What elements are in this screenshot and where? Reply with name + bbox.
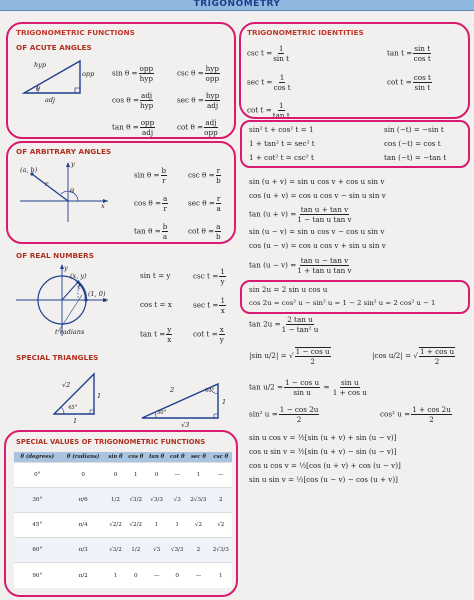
t-radians-label: t radians xyxy=(55,328,85,336)
t2-base-label: √3 xyxy=(181,421,190,429)
arb-csc: csc θ = $\frac{r}{b}$ xyxy=(188,166,221,186)
real-tan: tan t = $\frac{y}{x}$ xyxy=(140,325,172,345)
prod-1: sin u cos v = ½[sin (u + v) + sin (u − v)] xyxy=(249,433,397,442)
add-1: sin (u + v) = sin u cos v + cos u sin v xyxy=(249,177,385,186)
id-cot: cot t = $\frac{1}{\text{tan t}}$ xyxy=(247,101,290,121)
pyth-3: 1 + cot² t = csc² t xyxy=(249,153,314,162)
table-cell: 2√3/3 xyxy=(210,538,232,563)
table-header: θ (radians) xyxy=(61,452,106,463)
dbl-2: cos 2u = cos² u − sin² u = 1 − 2 sin² u = 2 cos² u − 1 xyxy=(249,299,436,307)
add-4: sin (u − v) = sin u cos v − cos u sin v xyxy=(249,227,385,236)
identities-header: TRIGONOMETRIC IDENTITIES xyxy=(247,28,364,37)
prod-3: cos u cos v = ½[cos (u + v) + cos (u − v)] xyxy=(249,461,401,470)
table-cell: √3/2 xyxy=(125,488,146,513)
table-cell: 0 xyxy=(167,563,187,588)
table-cell: √3/3 xyxy=(167,538,187,563)
y-axis-label-2: y xyxy=(64,264,68,272)
table-cell: 60° xyxy=(14,538,61,563)
highlight-arbitrary xyxy=(6,141,236,244)
point-ab-label: (a, b) xyxy=(20,166,38,174)
neg-2: cos (−t) = cos t xyxy=(384,139,441,148)
table-cell: π/6 xyxy=(61,488,106,513)
trig-functions-header: TRIGONOMETRIC FUNCTIONS xyxy=(16,28,135,37)
acute-cot: cot θ = adj opp xyxy=(177,118,218,138)
real-cot: cot t = $\frac{x}{y}$ xyxy=(193,325,224,345)
arb-sin: sin θ = $\frac{b}{r}$ xyxy=(134,166,167,186)
table-cell: π/3 xyxy=(61,538,106,563)
pyth-2: 1 + tan² t = sec² t xyxy=(249,139,315,148)
point-10-label: (1, 0) xyxy=(88,290,106,298)
t1-side-label: 1 xyxy=(97,392,102,400)
table-cell: √3/3 xyxy=(146,488,167,513)
id-tan: tan t = $\frac{\text{sin t}}{\text{cos t}}$ xyxy=(387,44,431,64)
r-label: r xyxy=(45,180,49,188)
sq-2: cos² u = $\frac{1 + \cos 2u}{2}$ xyxy=(380,405,451,425)
real-header: OF REAL NUMBERS xyxy=(16,251,94,260)
highlight-double-angle xyxy=(240,280,470,314)
adj-label: adj xyxy=(45,96,56,104)
table-header: cot θ xyxy=(167,452,187,463)
t2-hyp-label: 2 xyxy=(170,386,175,394)
special-triangles-header: SPECIAL TRIANGLES xyxy=(16,353,99,362)
acute-tan: tan θ = opp adj xyxy=(112,118,155,138)
x-axis-label-2: x xyxy=(103,296,107,304)
table-cell: 0 xyxy=(106,463,126,488)
table-cell: — xyxy=(210,463,232,488)
special-values-header: SPECIAL VALUES OF TRIGONOMETRIC FUNCTIONS xyxy=(16,438,206,446)
table-cell: 1 xyxy=(146,513,167,538)
prod-4: sin u sin v = ½[cos (u − v) − cos (u + v)] xyxy=(249,475,398,484)
theta-label-2: θ xyxy=(70,187,74,195)
t1-angle-label: 45° xyxy=(68,405,78,411)
table-header: θ (degrees) xyxy=(14,452,61,463)
pyth-1: sin² t + cos² t = 1 xyxy=(249,125,314,134)
real-csc: csc t = $\frac{1}{y}$ xyxy=(193,267,225,287)
table-cell: 1 xyxy=(167,513,187,538)
table-cell: 0 xyxy=(125,563,146,588)
table-cell: 2√3/3 xyxy=(187,488,209,513)
dbl-1: sin 2u = 2 sin u cos u xyxy=(249,285,328,294)
half-1: |sin u/2| = √ $\frac{\text{1 − cos u}}{2}$ xyxy=(249,347,330,367)
triangle-30-60-diagram xyxy=(138,380,222,422)
table-header: tan θ xyxy=(146,452,167,463)
acute-sec: sec θ = hyp adj xyxy=(177,91,220,111)
add-6: tan (u − v) = $\frac{\text{tan u − tan v}}{\text{1 + tan u tan v}}$ xyxy=(249,256,352,276)
id-sec: sec t = $\frac{1}{\text{cos t}}$ xyxy=(247,73,291,93)
table-cell: √3 xyxy=(146,538,167,563)
acute-cos: cos θ = adj hyp xyxy=(112,91,154,111)
half-2: |cos u/2| = √ $\frac{\text{1 + cos u}}{2}$ xyxy=(372,347,455,367)
acute-sin: sin θ = opp hyp xyxy=(112,64,154,84)
highlight-special-values xyxy=(4,430,238,597)
title-banner xyxy=(0,0,474,11)
hyp-label: hyp xyxy=(34,61,47,69)
t1-hyp-label: √2 xyxy=(62,381,71,389)
table-cell: 1 xyxy=(106,563,126,588)
arb-tan: tan θ = $\frac{b}{a}$ xyxy=(134,222,168,242)
table-cell: — xyxy=(167,463,187,488)
arb-cos: cos θ = $\frac{a}{r}$ xyxy=(134,194,168,214)
real-cos: cos t = x xyxy=(140,300,172,309)
theta-label: θ xyxy=(36,85,40,93)
table-cell: 1 xyxy=(210,563,232,588)
arb-sec: sec θ = $\frac{r}{a}$ xyxy=(188,194,221,214)
table-cell: √3 xyxy=(167,488,187,513)
table-cell: — xyxy=(146,563,167,588)
unit-circle-diagram xyxy=(12,262,112,338)
table-cell: 1/2 xyxy=(106,488,126,513)
arb-cot: cot θ = $\frac{a}{b}$ xyxy=(188,222,221,242)
table-cell: 30° xyxy=(14,488,61,513)
dbl-3: tan 2u = $\frac{\text{2 tan u}}{\text{1 − tan² u}}$ xyxy=(249,315,319,335)
table-header: sin θ xyxy=(106,452,126,463)
table-cell: 0° xyxy=(14,463,61,488)
y-axis-label: y xyxy=(71,160,75,168)
id-csc: csc t = $\frac{1}{\text{sin t}}$ xyxy=(247,44,290,64)
table-cell: π/4 xyxy=(61,513,106,538)
triangle-45-diagram xyxy=(50,370,100,420)
table-cell: √2/2 xyxy=(106,513,126,538)
highlight-pythagorean xyxy=(240,120,470,168)
table-header: cos θ xyxy=(125,452,146,463)
x-axis-label: x xyxy=(101,202,105,210)
table-cell: √2 xyxy=(210,513,232,538)
arbitrary-header: OF ARBITRARY ANGLES xyxy=(16,147,112,156)
table-cell: 45° xyxy=(14,513,61,538)
id-cot-quot: cot t = $\frac{\text{cos t}}{\text{sin t}}$ xyxy=(387,73,431,93)
t2-angle60-label: 60° xyxy=(205,388,215,394)
table-cell: 2 xyxy=(210,488,232,513)
t-label: t xyxy=(78,283,81,291)
add-3: tan (u + v) = $\frac{\text{tan u + tan v}}{\text{1 − tan u tan v}}$ xyxy=(249,205,352,225)
t2-side-label: 1 xyxy=(222,398,227,406)
table-cell: 0 xyxy=(61,463,106,488)
acute-header: OF ACUTE ANGLES xyxy=(16,43,92,52)
opp-label: opp xyxy=(82,70,95,78)
table-cell: √3/2 xyxy=(106,538,126,563)
table-cell: √2/2 xyxy=(125,513,146,538)
table-cell: 1 xyxy=(125,463,146,488)
prod-2: cos u sin v = ½[sin (u + v) − sin (u − v)] xyxy=(249,447,397,456)
add-2: cos (u + v) = cos u cos v − sin u sin v xyxy=(249,191,386,200)
table-cell: √2 xyxy=(187,513,209,538)
table-cell: 0 xyxy=(146,463,167,488)
highlight-acute xyxy=(6,22,236,139)
neg-1: sin (−t) = −sin t xyxy=(384,125,444,134)
real-sin: sin t = y xyxy=(140,271,171,280)
table-header: sec θ xyxy=(187,452,209,463)
sq-1: sin² u = $\frac{1 - \cos 2u}{2}$ xyxy=(249,405,319,425)
table-cell: 2 xyxy=(187,538,209,563)
table-cell: π/2 xyxy=(61,563,106,588)
table-header: csc θ xyxy=(210,452,232,463)
highlight-identities xyxy=(239,22,470,119)
acute-csc: csc θ = hyp opp xyxy=(177,64,220,84)
neg-3: tan (−t) = −tan t xyxy=(384,153,447,162)
page-title: TRIGONOMETRY xyxy=(193,0,281,9)
table-cell: 1 xyxy=(187,463,209,488)
t1-base-label: 1 xyxy=(73,417,78,425)
half-3: tan u/2 = $\frac{\text{1 − cos u}}{\text{sin u}}$ = $\frac{\text{sin u}}{\text{1 + cos u}}$ xyxy=(249,378,367,398)
add-5: cos (u − v) = cos u cos v + sin u sin v xyxy=(249,241,386,250)
point-xy-label: (x, y) xyxy=(70,272,87,280)
table-cell: 90° xyxy=(14,563,61,588)
table-cell: 1/2 xyxy=(125,538,146,563)
real-sec: sec t = $\frac{1}{x}$ xyxy=(193,296,226,316)
table-cell: — xyxy=(187,563,209,588)
t2-angle30-label: 30° xyxy=(157,410,167,416)
